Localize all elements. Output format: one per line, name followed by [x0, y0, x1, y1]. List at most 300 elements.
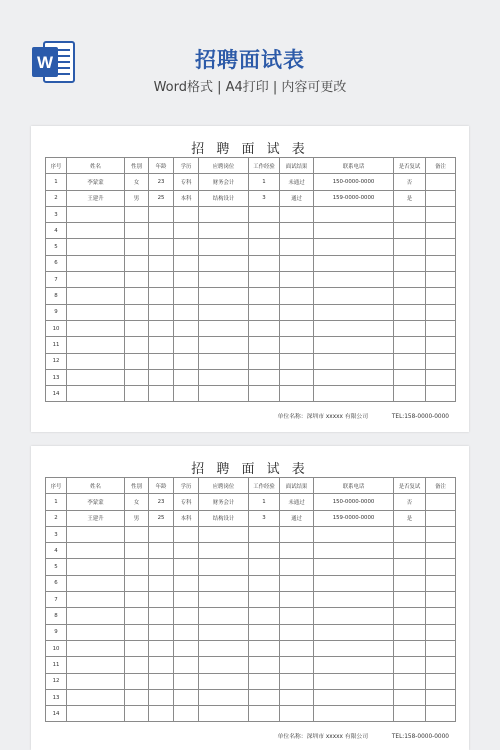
table-cell	[199, 543, 249, 559]
table-cell	[199, 206, 249, 222]
table-cell	[174, 369, 199, 385]
footer-tel: TEL:158-0000-0000	[391, 414, 449, 420]
table-cell	[149, 706, 174, 722]
table-cell: 5	[46, 559, 67, 575]
table-cell	[174, 657, 199, 673]
table-cell	[125, 592, 149, 608]
table-row	[46, 494, 456, 510]
table-cell	[426, 559, 456, 575]
table-cell: 男	[125, 190, 149, 206]
table-cell	[314, 673, 394, 689]
table-cell	[426, 386, 456, 402]
column-header: 序号	[46, 478, 67, 494]
table-cell	[67, 337, 125, 353]
table-cell	[174, 673, 199, 689]
table-cell	[174, 239, 199, 255]
table-cell	[394, 624, 426, 640]
table-cell	[149, 272, 174, 288]
table-cell	[125, 320, 149, 336]
table-cell	[67, 304, 125, 320]
table-cell	[149, 624, 174, 640]
table-cell	[426, 337, 456, 353]
table-cell: 男	[125, 510, 149, 526]
table-cell	[394, 320, 426, 336]
sheet-footer	[256, 411, 449, 420]
table-cell	[249, 288, 280, 304]
table-cell	[314, 657, 394, 673]
page-title: 招聘面试表	[195, 48, 305, 72]
table-cell	[426, 190, 456, 206]
table-cell	[125, 337, 149, 353]
table-cell	[314, 239, 394, 255]
column-header: 面试结果	[280, 478, 314, 494]
table-cell	[394, 673, 426, 689]
table-cell	[67, 320, 125, 336]
table-row	[46, 288, 456, 304]
table-cell: 专科	[174, 494, 199, 510]
column-header: 性别	[125, 158, 149, 174]
table-cell	[394, 206, 426, 222]
table-cell	[149, 689, 174, 705]
table-cell: 女	[125, 494, 149, 510]
table-cell	[199, 223, 249, 239]
table-cell: 9	[46, 304, 67, 320]
table-row	[46, 304, 456, 320]
table-cell	[67, 624, 125, 640]
table-cell	[174, 559, 199, 575]
table-cell	[174, 272, 199, 288]
table-row	[46, 706, 456, 722]
table-cell: 否	[394, 174, 426, 190]
table-cell: 3	[46, 526, 67, 542]
table-cell	[174, 706, 199, 722]
column-header: 应聘岗位	[199, 478, 249, 494]
table-cell	[125, 223, 149, 239]
table-cell: 8	[46, 288, 67, 304]
table-cell: 14	[46, 706, 67, 722]
table-cell	[249, 575, 280, 591]
table-cell	[199, 575, 249, 591]
table-cell	[125, 608, 149, 624]
table-row	[46, 592, 456, 608]
table-cell	[199, 288, 249, 304]
table-cell: 2	[46, 510, 67, 526]
table-cell	[67, 206, 125, 222]
table-cell	[67, 673, 125, 689]
column-header: 姓名	[67, 158, 125, 174]
table-cell	[149, 673, 174, 689]
table-cell	[67, 543, 125, 559]
table-cell	[249, 608, 280, 624]
table-cell	[125, 272, 149, 288]
table-row	[46, 386, 456, 402]
table-cell	[280, 288, 314, 304]
column-header: 学历	[174, 158, 199, 174]
table-cell: 6	[46, 255, 67, 271]
table-cell	[249, 624, 280, 640]
table-cell	[280, 608, 314, 624]
table-cell	[280, 706, 314, 722]
table-cell	[174, 592, 199, 608]
table-cell: 11	[46, 657, 67, 673]
table-cell	[149, 206, 174, 222]
table-cell	[394, 239, 426, 255]
table-cell	[125, 255, 149, 271]
table-cell	[280, 575, 314, 591]
table-cell	[67, 239, 125, 255]
table-cell	[125, 689, 149, 705]
table-cell	[67, 592, 125, 608]
table-cell	[426, 640, 456, 656]
table-cell	[314, 526, 394, 542]
table-cell	[149, 255, 174, 271]
table-cell	[314, 288, 394, 304]
table-cell	[249, 673, 280, 689]
table-row	[46, 223, 456, 239]
table-cell	[125, 304, 149, 320]
table-row	[46, 272, 456, 288]
table-cell	[314, 543, 394, 559]
table-cell	[394, 369, 426, 385]
table-cell	[394, 272, 426, 288]
table-cell: 是	[394, 190, 426, 206]
table-cell	[394, 689, 426, 705]
table-cell: 4	[46, 543, 67, 559]
table-cell	[280, 657, 314, 673]
table-cell	[314, 608, 394, 624]
table-cell	[125, 559, 149, 575]
table-cell	[199, 689, 249, 705]
table-cell: 王建升	[67, 510, 125, 526]
table-cell	[394, 288, 426, 304]
table-cell	[249, 640, 280, 656]
table-cell: 3	[46, 206, 67, 222]
table-cell: 13	[46, 369, 67, 385]
table-row	[46, 673, 456, 689]
table-cell	[426, 592, 456, 608]
table-row	[46, 559, 456, 575]
table-cell	[280, 320, 314, 336]
table-cell	[280, 624, 314, 640]
table-cell	[394, 592, 426, 608]
table-cell: 2	[46, 190, 67, 206]
table-cell	[174, 223, 199, 239]
table-cell	[249, 706, 280, 722]
table-cell	[249, 206, 280, 222]
table-cell: 未通过	[280, 494, 314, 510]
table-cell: 23	[149, 174, 174, 190]
table-cell: 王建升	[67, 190, 125, 206]
table-cell	[426, 657, 456, 673]
table-row	[46, 174, 456, 190]
table-cell	[249, 272, 280, 288]
table-cell: 150-0000-0000	[314, 174, 394, 190]
column-header: 年龄	[149, 478, 174, 494]
svg-text:W: W	[36, 53, 54, 72]
table-cell	[149, 386, 174, 402]
table-cell: 通过	[280, 510, 314, 526]
table-cell	[314, 223, 394, 239]
table-cell: 14	[46, 386, 67, 402]
table-cell	[199, 386, 249, 402]
table-cell	[426, 575, 456, 591]
table-row	[46, 255, 456, 271]
table-cell	[394, 386, 426, 402]
table-cell	[125, 288, 149, 304]
table-row	[46, 640, 456, 656]
table-cell	[394, 526, 426, 542]
table-cell	[280, 304, 314, 320]
table-cell	[314, 272, 394, 288]
table-cell	[394, 575, 426, 591]
table-cell	[149, 369, 174, 385]
table-cell: 12	[46, 353, 67, 369]
table-cell	[249, 337, 280, 353]
table-cell	[125, 386, 149, 402]
table-cell	[67, 559, 125, 575]
table-cell	[199, 559, 249, 575]
table-cell	[199, 353, 249, 369]
table-cell	[249, 559, 280, 575]
table-cell	[426, 174, 456, 190]
table-cell	[426, 255, 456, 271]
table-cell: 结构设计	[199, 510, 249, 526]
table-cell	[125, 706, 149, 722]
table-cell	[280, 255, 314, 271]
table-cell: 1	[249, 174, 280, 190]
table-cell	[149, 223, 174, 239]
document-page-2	[31, 446, 469, 750]
table-cell	[314, 369, 394, 385]
column-header: 联系电话	[314, 478, 394, 494]
table-cell	[249, 657, 280, 673]
table-cell	[67, 223, 125, 239]
table-cell	[149, 608, 174, 624]
column-header: 年龄	[149, 158, 174, 174]
table-cell: 3	[249, 510, 280, 526]
table-cell	[199, 657, 249, 673]
table-cell	[280, 272, 314, 288]
table-cell	[394, 640, 426, 656]
table-cell	[67, 288, 125, 304]
table-cell	[394, 223, 426, 239]
table-cell	[394, 543, 426, 559]
column-header: 面试结果	[280, 158, 314, 174]
table-cell	[426, 239, 456, 255]
table-cell	[314, 255, 394, 271]
table-cell	[426, 494, 456, 510]
table-cell	[314, 689, 394, 705]
table-cell	[394, 337, 426, 353]
table-cell	[199, 624, 249, 640]
table-cell: 25	[149, 190, 174, 206]
table-cell	[249, 689, 280, 705]
table-cell	[125, 575, 149, 591]
interview-table	[45, 157, 456, 402]
table-cell	[394, 706, 426, 722]
table-cell	[149, 657, 174, 673]
table-cell	[174, 304, 199, 320]
table-cell	[149, 575, 174, 591]
table-cell: 13	[46, 689, 67, 705]
table-cell	[125, 673, 149, 689]
table-cell: 11	[46, 337, 67, 353]
table-cell	[249, 255, 280, 271]
table-cell: 未通过	[280, 174, 314, 190]
column-header: 学历	[174, 478, 199, 494]
footer-company: 单位名称：深圳市 xxxxx 有限公司	[277, 734, 369, 740]
table-cell	[426, 223, 456, 239]
table-cell: 本科	[174, 510, 199, 526]
table-cell	[394, 657, 426, 673]
table-cell	[426, 369, 456, 385]
table-cell	[249, 543, 280, 559]
table-cell: 结构设计	[199, 190, 249, 206]
table-cell: 10	[46, 320, 67, 336]
column-header: 工作经验	[249, 158, 280, 174]
table-cell	[280, 526, 314, 542]
table-cell	[280, 689, 314, 705]
table-cell: 25	[149, 510, 174, 526]
table-row	[46, 510, 456, 526]
table-cell	[314, 337, 394, 353]
table-cell	[125, 239, 149, 255]
table-cell	[125, 353, 149, 369]
preview-header	[0, 0, 500, 110]
column-header: 工作经验	[249, 478, 280, 494]
table-cell	[426, 288, 456, 304]
table-cell	[67, 369, 125, 385]
table-cell	[125, 206, 149, 222]
table-cell	[280, 223, 314, 239]
table-row	[46, 239, 456, 255]
table-cell	[426, 320, 456, 336]
table-cell: 5	[46, 239, 67, 255]
table-cell	[314, 624, 394, 640]
table-row	[46, 689, 456, 705]
table-cell	[314, 592, 394, 608]
table-cell: 通过	[280, 190, 314, 206]
sheet-title: 招 聘 面 试 表	[191, 462, 309, 477]
table-cell	[314, 353, 394, 369]
table-cell	[249, 526, 280, 542]
table-cell	[280, 640, 314, 656]
document-page-1	[31, 126, 469, 432]
table-cell	[149, 592, 174, 608]
table-cell	[199, 239, 249, 255]
table-cell: 10	[46, 640, 67, 656]
table-row	[46, 353, 456, 369]
table-cell	[149, 239, 174, 255]
table-cell	[426, 673, 456, 689]
footer-company: 单位名称：深圳市 xxxxx 有限公司	[277, 414, 369, 420]
table-row	[46, 320, 456, 336]
table-cell: 李蒙蒙	[67, 494, 125, 510]
table-cell	[199, 337, 249, 353]
table-cell	[174, 386, 199, 402]
table-cell	[174, 608, 199, 624]
table-cell	[174, 526, 199, 542]
table-cell	[314, 575, 394, 591]
sheet-footer	[256, 731, 449, 740]
table-cell	[67, 706, 125, 722]
column-header: 姓名	[67, 478, 125, 494]
table-cell	[174, 337, 199, 353]
column-header: 备注	[426, 158, 456, 174]
table-cell	[249, 223, 280, 239]
table-cell	[280, 206, 314, 222]
table-cell	[67, 255, 125, 271]
table-cell: 1	[46, 174, 67, 190]
table-cell	[67, 657, 125, 673]
table-cell	[249, 320, 280, 336]
table-cell: 1	[46, 494, 67, 510]
table-cell	[67, 608, 125, 624]
table-cell: 女	[125, 174, 149, 190]
table-cell	[426, 543, 456, 559]
table-cell: 150-0000-0000	[314, 494, 394, 510]
table-row	[46, 608, 456, 624]
table-cell	[174, 255, 199, 271]
table-cell	[394, 608, 426, 624]
table-cell: 8	[46, 608, 67, 624]
table-row	[46, 206, 456, 222]
table-cell	[426, 706, 456, 722]
table-cell	[249, 592, 280, 608]
table-cell	[199, 608, 249, 624]
column-header: 是否复试	[394, 158, 426, 174]
table-cell	[314, 559, 394, 575]
table-cell	[199, 304, 249, 320]
table-cell	[280, 369, 314, 385]
table-cell	[249, 304, 280, 320]
table-row	[46, 624, 456, 640]
table-cell	[394, 353, 426, 369]
table-cell	[249, 369, 280, 385]
table-cell	[125, 543, 149, 559]
table-cell	[149, 526, 174, 542]
table-cell: 1	[249, 494, 280, 510]
table-cell: 23	[149, 494, 174, 510]
table-cell: 7	[46, 592, 67, 608]
table-cell	[280, 592, 314, 608]
table-cell	[426, 526, 456, 542]
table-cell	[67, 386, 125, 402]
table-cell	[149, 559, 174, 575]
table-cell	[67, 526, 125, 542]
table-cell	[174, 689, 199, 705]
table-cell	[314, 640, 394, 656]
table-cell: 财务会计	[199, 174, 249, 190]
table-cell: 6	[46, 575, 67, 591]
table-cell	[280, 543, 314, 559]
sheet-title: 招 聘 面 试 表	[191, 142, 309, 157]
table-cell: 4	[46, 223, 67, 239]
table-cell: 专科	[174, 174, 199, 190]
column-header: 应聘岗位	[199, 158, 249, 174]
table-cell: 12	[46, 673, 67, 689]
table-cell	[149, 543, 174, 559]
table-cell	[314, 320, 394, 336]
page-subtitle: Word格式 | A4打印 | 内容可更改	[153, 80, 347, 95]
table-cell	[280, 559, 314, 575]
table-cell	[199, 592, 249, 608]
table-cell	[249, 386, 280, 402]
column-header: 是否复试	[394, 478, 426, 494]
table-cell	[125, 369, 149, 385]
table-cell	[174, 575, 199, 591]
table-cell	[249, 239, 280, 255]
